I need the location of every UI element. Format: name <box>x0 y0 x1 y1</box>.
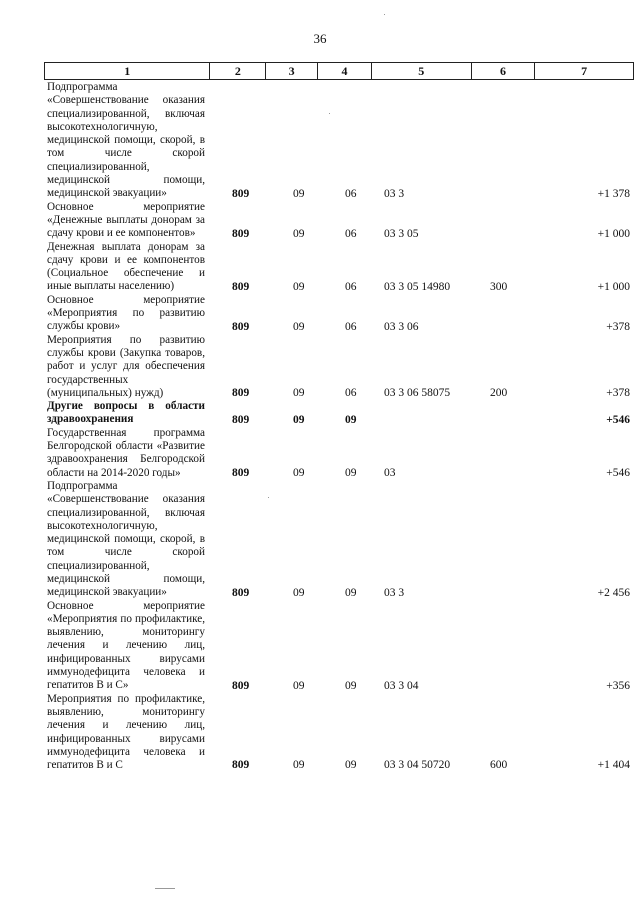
row-sum: +356 <box>606 679 630 692</box>
row-gl: 809 <box>232 280 250 293</box>
row-sum: +546 <box>606 466 630 479</box>
row-pr: 06 <box>345 320 357 333</box>
row-pr: 06 <box>345 227 357 240</box>
row-rz: 09 <box>293 187 305 200</box>
header-col-5: 5 <box>372 63 472 79</box>
row-rz: 09 <box>293 413 305 426</box>
row-cs: 03 3 04 50720 <box>384 759 451 772</box>
row-pr: 09 <box>345 679 357 692</box>
row-name: Денежная выплата донорам за сдачу крови и ее компонентов (Социальное обеспечение и иные выплаты населению) <box>47 240 205 293</box>
row-rz: 09 <box>293 280 305 293</box>
row-gl: 809 <box>232 413 250 426</box>
row-rz: 09 <box>293 227 305 240</box>
row-rz: 09 <box>293 387 305 400</box>
row-cs: 03 <box>384 466 396 479</box>
table-header <box>44 62 634 80</box>
scan-speck <box>155 888 175 889</box>
row-sum: +2 456 <box>597 586 630 599</box>
row-vr: 200 <box>490 387 508 400</box>
row-name: Подпрограмма «Совершенствование оказания специализированной, включая высокотехнологичную, медицинской помощи, скорой, в том числе скорой специализированной, медицинской помощи, медицинской эвакуации» <box>47 81 205 200</box>
row-name: Другие вопросы в области здравоохранения <box>47 400 205 426</box>
table-row <box>47 81 630 201</box>
row-pr: 06 <box>345 187 357 200</box>
row-gl: 809 <box>232 586 250 599</box>
table-row <box>47 692 630 773</box>
row-sum: +1 378 <box>597 187 630 200</box>
row-pr: 09 <box>345 759 357 772</box>
row-sum: +1 404 <box>597 759 630 772</box>
header-col-6: 6 <box>472 63 536 79</box>
table-row <box>47 240 630 294</box>
header-col-1: 1 <box>45 63 210 79</box>
table-row <box>47 200 630 241</box>
header-col-7: 7 <box>581 64 588 78</box>
row-pr: 09 <box>345 413 357 426</box>
row-cs: 03 3 06 58075 <box>384 387 451 400</box>
row-pr: 09 <box>345 586 357 599</box>
table-row <box>47 599 630 693</box>
row-cs: 03 3 <box>384 187 405 200</box>
row-sum: +546 <box>606 413 630 426</box>
row-cs: 03 3 06 <box>384 320 419 333</box>
scan-speck <box>329 113 330 114</box>
scan-speck <box>268 497 269 498</box>
row-vr: 600 <box>490 759 508 772</box>
scan-speck <box>384 14 385 15</box>
row-sum: +1 000 <box>597 227 630 240</box>
row-gl: 809 <box>232 320 250 333</box>
header-col-3: 3 <box>266 63 318 79</box>
row-name: Основное мероприятие «Мероприятия по развитию службы крови» <box>47 293 205 333</box>
table-row <box>47 333 630 400</box>
row-name: Государственная программа Белгородской области «Развитие здравоохранения Белгородской области на 2014-2020 годы» <box>47 426 205 479</box>
row-gl: 809 <box>232 187 250 200</box>
row-name: Подпрограмма «Совершенствование оказания специализированной, включая высокотехнологичную, медицинской помощи, скорой, в том числе скорой специализированной, медицинской помощи, медицинской эвакуации» <box>47 479 205 599</box>
row-cs: 03 3 05 <box>384 227 419 240</box>
header-col-2: 2 <box>210 63 266 79</box>
row-pr: 09 <box>345 466 357 479</box>
row-name: Мероприятия по развитию службы крови (Закупка товаров, работ и услуг для обеспечения государственных (муниципальных) нужд) <box>47 333 205 399</box>
row-name: Основное мероприятие «Денежные выплаты донорам за сдачу крови и ее компонентов» <box>47 200 205 240</box>
row-name: Мероприятия по профилактике, выявлению, мониторингу лечения и лечению лиц, инфицированных вирусами иммунодефицита человека и гепатитов В и С <box>47 692 205 772</box>
row-sum: +378 <box>606 387 630 400</box>
row-rz: 09 <box>293 679 305 692</box>
table-row-section <box>47 400 630 427</box>
row-gl: 809 <box>232 466 250 479</box>
row-gl: 809 <box>232 387 250 400</box>
row-vr: 300 <box>490 280 508 293</box>
row-cs: 03 3 05 14980 <box>384 280 451 293</box>
row-rz: 09 <box>293 586 305 599</box>
header-col-4: 4 <box>318 63 372 79</box>
row-name: Основное мероприятие «Мероприятия по профилактике, выявлению, мониторингу лечения и лечению лиц, инфицированных вирусами иммунодефицита человека и гепатитов В и С» <box>47 599 205 692</box>
page-number: 36 <box>313 31 327 46</box>
row-pr: 06 <box>345 280 357 293</box>
table-row <box>47 293 630 334</box>
row-rz: 09 <box>293 320 305 333</box>
row-rz: 09 <box>293 466 305 479</box>
row-sum: +378 <box>606 320 630 333</box>
row-sum: +1 000 <box>597 280 630 293</box>
table-row <box>47 426 630 480</box>
table-row <box>47 479 630 600</box>
row-gl: 809 <box>232 679 250 692</box>
row-gl: 809 <box>232 227 250 240</box>
row-gl: 809 <box>232 759 250 772</box>
table-body <box>47 81 630 772</box>
row-cs: 03 3 04 <box>384 679 419 692</box>
row-cs: 03 3 <box>384 586 405 599</box>
row-pr: 06 <box>345 387 357 400</box>
row-rz: 09 <box>293 759 305 772</box>
